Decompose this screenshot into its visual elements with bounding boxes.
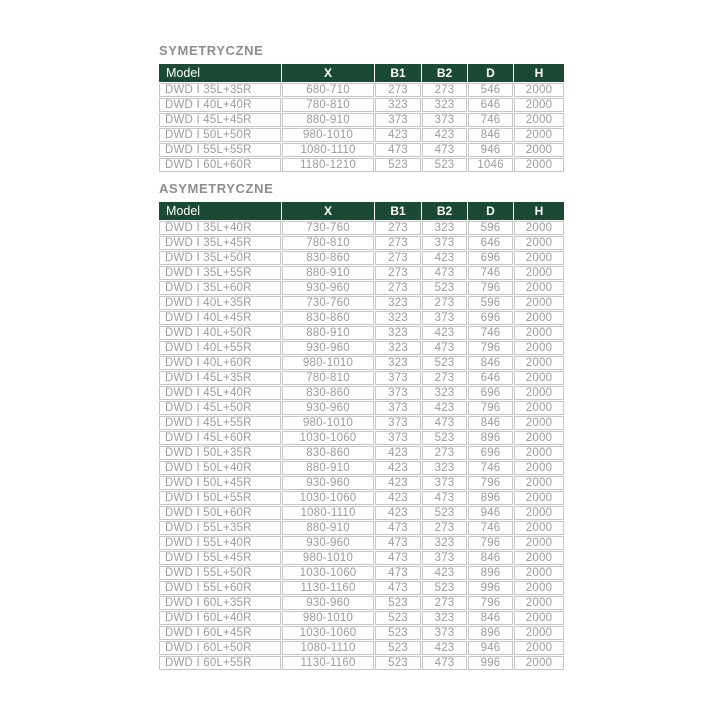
value-cell: 1080-1110 — [282, 143, 374, 157]
model-cell: DWD I 45L+50R — [159, 401, 281, 415]
model-cell: DWD I 50L+45R — [159, 476, 281, 490]
value-cell: 523 — [422, 581, 467, 595]
value-cell: 2000 — [514, 506, 564, 520]
value-cell: 796 — [468, 476, 513, 490]
value-cell: 2000 — [514, 326, 564, 340]
model-cell: DWD I 40L+35R — [159, 296, 281, 310]
value-cell: 323 — [375, 311, 421, 325]
value-cell: 473 — [375, 551, 421, 565]
table-row — [159, 446, 564, 460]
value-cell: 473 — [375, 581, 421, 595]
value-cell: 1046 — [468, 158, 513, 172]
model-cell: DWD I 40L+60R — [159, 356, 281, 370]
model-cell: DWD I 55L+45R — [159, 551, 281, 565]
value-cell: 2000 — [514, 521, 564, 535]
table-row — [159, 251, 564, 265]
value-cell: 1080-1110 — [282, 641, 374, 655]
model-cell: DWD I 45L+55R — [159, 416, 281, 430]
value-cell: 980-1010 — [282, 551, 374, 565]
column-header-d: D — [468, 64, 513, 82]
value-cell: 323 — [375, 356, 421, 370]
value-cell: 2000 — [514, 581, 564, 595]
value-cell: 423 — [422, 401, 467, 415]
value-cell: 880-910 — [282, 461, 374, 475]
model-cell: DWD I 35L+35R — [159, 83, 281, 97]
value-cell: 273 — [375, 221, 421, 235]
value-cell: 646 — [468, 236, 513, 250]
value-cell: 273 — [422, 446, 467, 460]
table-row — [159, 266, 564, 280]
model-cell: DWD I 45L+60R — [159, 431, 281, 445]
column-header-h: H — [514, 64, 564, 82]
table-row — [159, 386, 564, 400]
table-row — [159, 536, 564, 550]
value-cell: 546 — [468, 83, 513, 97]
column-header-model: Model — [159, 64, 281, 82]
value-cell: 880-910 — [282, 521, 374, 535]
value-cell: 2000 — [514, 386, 564, 400]
value-cell: 273 — [375, 251, 421, 265]
value-cell: 473 — [422, 656, 467, 670]
table-row — [159, 611, 564, 625]
value-cell: 423 — [375, 491, 421, 505]
model-cell: DWD I 55L+40R — [159, 536, 281, 550]
column-header-b1: B1 — [375, 64, 421, 82]
table-row — [159, 521, 564, 535]
value-cell: 473 — [422, 143, 467, 157]
model-cell: DWD I 60L+45R — [159, 626, 281, 640]
value-cell: 2000 — [514, 296, 564, 310]
value-cell: 323 — [422, 461, 467, 475]
asymmetric-table-title: ASYMETRYCZNE — [159, 181, 274, 196]
value-cell: 2000 — [514, 158, 564, 172]
value-cell: 930-960 — [282, 341, 374, 355]
table-row — [159, 296, 564, 310]
table-row — [159, 83, 564, 97]
table-row — [159, 656, 564, 670]
value-cell: 2000 — [514, 491, 564, 505]
value-cell: 980-1010 — [282, 416, 374, 430]
value-cell: 373 — [422, 626, 467, 640]
symmetric-table-header-row — [159, 64, 564, 82]
value-cell: 2000 — [514, 266, 564, 280]
value-cell: 796 — [468, 341, 513, 355]
model-cell: DWD I 35L+55R — [159, 266, 281, 280]
model-cell: DWD I 35L+45R — [159, 236, 281, 250]
value-cell: 373 — [422, 236, 467, 250]
value-cell: 2000 — [514, 143, 564, 157]
value-cell: 423 — [375, 461, 421, 475]
value-cell: 930-960 — [282, 281, 374, 295]
value-cell: 780-810 — [282, 236, 374, 250]
value-cell: 2000 — [514, 356, 564, 370]
value-cell: 830-860 — [282, 386, 374, 400]
column-header-x: X — [282, 202, 374, 220]
value-cell: 1130-1160 — [282, 656, 374, 670]
value-cell: 596 — [468, 221, 513, 235]
symmetric-table — [158, 63, 565, 173]
value-cell: 796 — [468, 401, 513, 415]
value-cell: 880-910 — [282, 326, 374, 340]
value-cell: 273 — [422, 296, 467, 310]
value-cell: 680-710 — [282, 83, 374, 97]
table-row — [159, 221, 564, 235]
value-cell: 273 — [375, 281, 421, 295]
value-cell: 523 — [375, 611, 421, 625]
value-cell: 273 — [422, 371, 467, 385]
table-row — [159, 581, 564, 595]
value-cell: 2000 — [514, 98, 564, 112]
value-cell: 523 — [422, 506, 467, 520]
value-cell: 523 — [375, 641, 421, 655]
value-cell: 373 — [375, 113, 421, 127]
table-row — [159, 506, 564, 520]
value-cell: 2000 — [514, 596, 564, 610]
value-cell: 880-910 — [282, 113, 374, 127]
value-cell: 473 — [422, 341, 467, 355]
value-cell: 2000 — [514, 566, 564, 580]
value-cell: 596 — [468, 296, 513, 310]
value-cell: 523 — [375, 626, 421, 640]
value-cell: 473 — [422, 266, 467, 280]
value-cell: 746 — [468, 113, 513, 127]
value-cell: 473 — [422, 491, 467, 505]
value-cell: 2000 — [514, 641, 564, 655]
value-cell: 996 — [468, 581, 513, 595]
value-cell: 2000 — [514, 341, 564, 355]
value-cell: 473 — [375, 536, 421, 550]
model-cell: DWD I 35L+40R — [159, 221, 281, 235]
value-cell: 423 — [422, 326, 467, 340]
column-header-b1: B1 — [375, 202, 421, 220]
table-row — [159, 566, 564, 580]
table-row — [159, 476, 564, 490]
asymmetric-section — [158, 182, 558, 671]
table-row — [159, 158, 564, 172]
value-cell: 473 — [375, 521, 421, 535]
value-cell: 696 — [468, 386, 513, 400]
table-row — [159, 113, 564, 127]
table-row — [159, 626, 564, 640]
value-cell: 746 — [468, 326, 513, 340]
value-cell: 2000 — [514, 536, 564, 550]
model-cell: DWD I 50L+50R — [159, 128, 281, 142]
value-cell: 323 — [422, 536, 467, 550]
table-row — [159, 416, 564, 430]
value-cell: 830-860 — [282, 446, 374, 460]
table-row — [159, 431, 564, 445]
asymmetric-table-header-row — [159, 202, 564, 220]
value-cell: 1030-1060 — [282, 566, 374, 580]
value-cell: 946 — [468, 506, 513, 520]
model-cell: DWD I 45L+35R — [159, 371, 281, 385]
value-cell: 1130-1160 — [282, 581, 374, 595]
model-cell: DWD I 55L+55R — [159, 143, 281, 157]
value-cell: 323 — [375, 98, 421, 112]
value-cell: 846 — [468, 416, 513, 430]
value-cell: 323 — [375, 326, 421, 340]
value-cell: 2000 — [514, 401, 564, 415]
value-cell: 730-760 — [282, 296, 374, 310]
model-cell: DWD I 55L+35R — [159, 521, 281, 535]
model-cell: DWD I 40L+40R — [159, 98, 281, 112]
column-header-x: X — [282, 64, 374, 82]
model-cell: DWD I 50L+55R — [159, 491, 281, 505]
value-cell: 423 — [422, 566, 467, 580]
value-cell: 796 — [468, 536, 513, 550]
table-row — [159, 596, 564, 610]
model-cell: DWD I 55L+60R — [159, 581, 281, 595]
value-cell: 473 — [422, 416, 467, 430]
asymmetric-table — [158, 201, 565, 671]
value-cell: 473 — [375, 143, 421, 157]
value-cell: 523 — [422, 281, 467, 295]
value-cell: 423 — [375, 128, 421, 142]
value-cell: 696 — [468, 446, 513, 460]
column-header-model: Model — [159, 202, 281, 220]
value-cell: 846 — [468, 356, 513, 370]
value-cell: 523 — [375, 596, 421, 610]
value-cell: 930-960 — [282, 476, 374, 490]
model-cell: DWD I 60L+40R — [159, 611, 281, 625]
value-cell: 896 — [468, 431, 513, 445]
table-row — [159, 641, 564, 655]
value-cell: 2000 — [514, 281, 564, 295]
value-cell: 323 — [422, 611, 467, 625]
value-cell: 2000 — [514, 371, 564, 385]
model-cell: DWD I 40L+50R — [159, 326, 281, 340]
value-cell: 2000 — [514, 128, 564, 142]
model-cell: DWD I 50L+60R — [159, 506, 281, 520]
value-cell: 880-910 — [282, 266, 374, 280]
model-cell: DWD I 35L+60R — [159, 281, 281, 295]
value-cell: 373 — [375, 416, 421, 430]
value-cell: 830-860 — [282, 251, 374, 265]
value-cell: 523 — [375, 158, 421, 172]
value-cell: 930-960 — [282, 596, 374, 610]
model-cell: DWD I 40L+55R — [159, 341, 281, 355]
value-cell: 646 — [468, 98, 513, 112]
value-cell: 1030-1060 — [282, 626, 374, 640]
value-cell: 946 — [468, 641, 513, 655]
value-cell: 730-760 — [282, 221, 374, 235]
value-cell: 2000 — [514, 431, 564, 445]
table-row — [159, 491, 564, 505]
value-cell: 423 — [375, 506, 421, 520]
value-cell: 846 — [468, 128, 513, 142]
model-cell: DWD I 50L+40R — [159, 461, 281, 475]
value-cell: 373 — [375, 401, 421, 415]
value-cell: 846 — [468, 611, 513, 625]
table-row — [159, 341, 564, 355]
column-header-h: H — [514, 202, 564, 220]
value-cell: 996 — [468, 656, 513, 670]
table-row — [159, 128, 564, 142]
value-cell: 2000 — [514, 113, 564, 127]
table-row — [159, 311, 564, 325]
value-cell: 323 — [422, 221, 467, 235]
table-row — [159, 143, 564, 157]
model-cell: DWD I 40L+45R — [159, 311, 281, 325]
value-cell: 273 — [422, 596, 467, 610]
spec-sheet — [158, 44, 558, 671]
table-row — [159, 326, 564, 340]
value-cell: 323 — [422, 386, 467, 400]
model-cell: DWD I 45L+40R — [159, 386, 281, 400]
value-cell: 423 — [422, 128, 467, 142]
model-cell: DWD I 50L+35R — [159, 446, 281, 460]
value-cell: 373 — [375, 386, 421, 400]
table-row — [159, 98, 564, 112]
value-cell: 473 — [375, 566, 421, 580]
value-cell: 2000 — [514, 476, 564, 490]
value-cell: 1030-1060 — [282, 431, 374, 445]
value-cell: 323 — [375, 296, 421, 310]
value-cell: 980-1010 — [282, 356, 374, 370]
value-cell: 746 — [468, 521, 513, 535]
model-cell: DWD I 35L+50R — [159, 251, 281, 265]
value-cell: 2000 — [514, 461, 564, 475]
value-cell: 373 — [422, 113, 467, 127]
value-cell: 273 — [375, 266, 421, 280]
value-cell: 896 — [468, 626, 513, 640]
value-cell: 896 — [468, 491, 513, 505]
value-cell: 423 — [375, 446, 421, 460]
value-cell: 2000 — [514, 656, 564, 670]
model-cell: DWD I 60L+35R — [159, 596, 281, 610]
value-cell: 2000 — [514, 236, 564, 250]
value-cell: 780-810 — [282, 371, 374, 385]
table-row — [159, 371, 564, 385]
table-row — [159, 281, 564, 295]
value-cell: 1080-1110 — [282, 506, 374, 520]
value-cell: 2000 — [514, 551, 564, 565]
value-cell: 523 — [422, 158, 467, 172]
value-cell: 830-860 — [282, 311, 374, 325]
value-cell: 423 — [422, 641, 467, 655]
value-cell: 946 — [468, 143, 513, 157]
value-cell: 2000 — [514, 311, 564, 325]
value-cell: 2000 — [514, 251, 564, 265]
value-cell: 423 — [375, 476, 421, 490]
value-cell: 373 — [422, 311, 467, 325]
table-row — [159, 236, 564, 250]
symmetric-section — [158, 44, 558, 173]
model-cell: DWD I 55L+50R — [159, 566, 281, 580]
value-cell: 373 — [422, 551, 467, 565]
symmetric-table-title: SYMETRYCZNE — [159, 43, 264, 58]
value-cell: 930-960 — [282, 401, 374, 415]
value-cell: 273 — [375, 236, 421, 250]
value-cell: 2000 — [514, 221, 564, 235]
value-cell: 273 — [375, 83, 421, 97]
value-cell: 273 — [422, 83, 467, 97]
model-cell: DWD I 60L+55R — [159, 656, 281, 670]
value-cell: 2000 — [514, 83, 564, 97]
value-cell: 746 — [468, 266, 513, 280]
value-cell: 373 — [375, 371, 421, 385]
table-row — [159, 356, 564, 370]
value-cell: 2000 — [514, 416, 564, 430]
value-cell: 930-960 — [282, 536, 374, 550]
value-cell: 780-810 — [282, 98, 374, 112]
value-cell: 980-1010 — [282, 611, 374, 625]
value-cell: 696 — [468, 311, 513, 325]
value-cell: 523 — [422, 356, 467, 370]
value-cell: 523 — [422, 431, 467, 445]
value-cell: 696 — [468, 251, 513, 265]
value-cell: 2000 — [514, 446, 564, 460]
value-cell: 1180-1210 — [282, 158, 374, 172]
column-header-b2: B2 — [422, 202, 467, 220]
value-cell: 646 — [468, 371, 513, 385]
value-cell: 423 — [422, 251, 467, 265]
column-header-d: D — [468, 202, 513, 220]
model-cell: DWD I 60L+50R — [159, 641, 281, 655]
table-row — [159, 401, 564, 415]
value-cell: 846 — [468, 551, 513, 565]
value-cell: 796 — [468, 281, 513, 295]
value-cell: 523 — [375, 656, 421, 670]
value-cell: 896 — [468, 566, 513, 580]
value-cell: 273 — [422, 521, 467, 535]
model-cell: DWD I 45L+45R — [159, 113, 281, 127]
value-cell: 373 — [422, 476, 467, 490]
value-cell: 1030-1060 — [282, 491, 374, 505]
value-cell: 980-1010 — [282, 128, 374, 142]
model-cell: DWD I 60L+60R — [159, 158, 281, 172]
value-cell: 323 — [422, 98, 467, 112]
value-cell: 2000 — [514, 611, 564, 625]
table-row — [159, 551, 564, 565]
value-cell: 373 — [375, 431, 421, 445]
column-header-b2: B2 — [422, 64, 467, 82]
table-row — [159, 461, 564, 475]
value-cell: 746 — [468, 461, 513, 475]
value-cell: 796 — [468, 596, 513, 610]
value-cell: 2000 — [514, 626, 564, 640]
value-cell: 323 — [375, 341, 421, 355]
